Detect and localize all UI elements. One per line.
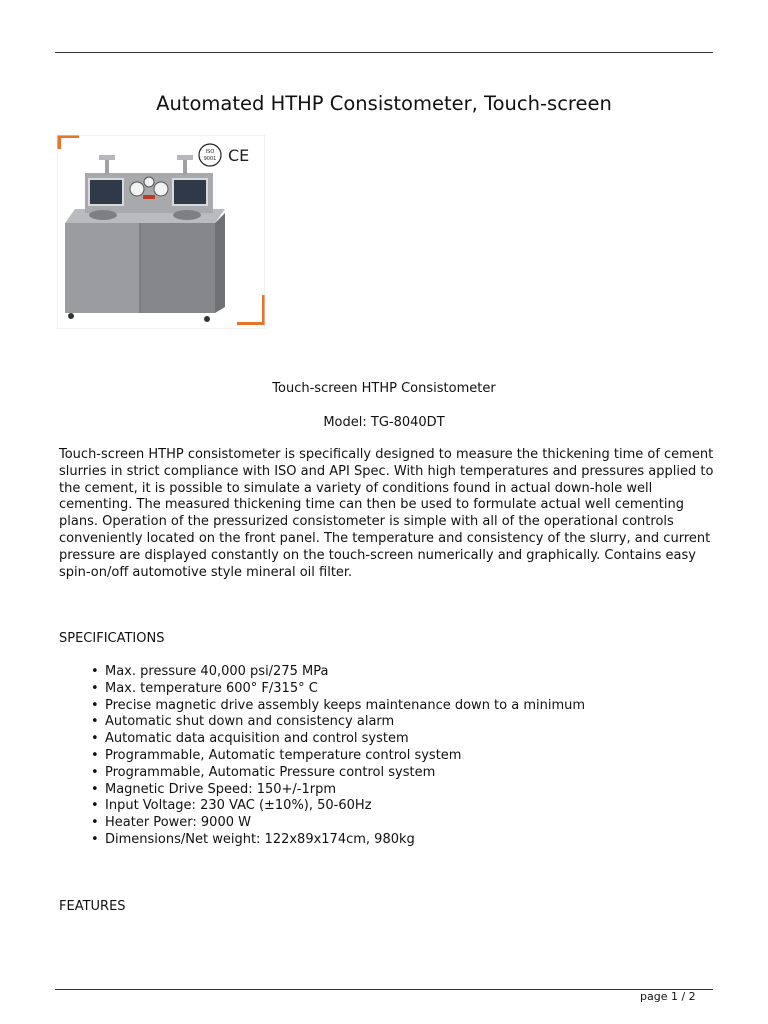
specifications-heading: SPECIFICATIONS <box>59 631 165 646</box>
header-rule <box>55 52 713 53</box>
bullet-icon: • <box>91 781 99 797</box>
bullet-icon: • <box>91 714 99 730</box>
bullet-icon: • <box>91 731 99 747</box>
list-item <box>59 832 709 849</box>
svg-text:CE: CE <box>228 146 250 165</box>
spec-text: Dimensions/Net weight: 122x89x174cm, 980kg <box>105 831 415 847</box>
spec-text: Precise magnetic drive assembly keeps maintenance down to a minimum <box>105 697 586 713</box>
spec-text: Automatic shut down and consistency alarm <box>105 714 395 730</box>
spec-text: Programmable, Automatic Pressure control system <box>105 764 436 780</box>
spec-text: Magnetic Drive Speed: 150+/-1rpm <box>105 781 337 797</box>
features-heading: FEATURES <box>59 899 126 914</box>
svg-text:9001: 9001 <box>203 156 217 162</box>
spec-text: Programmable, Automatic temperature control system <box>105 747 462 763</box>
product-image <box>57 135 265 329</box>
iso-badge-icon <box>199 144 221 166</box>
list-item <box>59 698 709 715</box>
svg-text:ISO: ISO <box>205 149 215 155</box>
bullet-icon: • <box>91 664 99 679</box>
specifications-list <box>59 664 709 849</box>
list-item <box>59 815 709 832</box>
product-caption: Touch-screen HTHP Consistometer <box>272 381 496 396</box>
model-caption: Model: TG-8040DT <box>323 415 445 430</box>
bullet-icon: • <box>91 697 99 713</box>
description-paragraph: Touch-screen HTHP consistometer is specifically designed to measure the thickening time of cement slurries in strict compliance with ISO and API Spec. With high temperatures and pressures applied to the cement, it is possible to simulate a variety of conditions found in actual down-hole well cementing. The measured thickening time can then be used to formulate actual well cementing plans. Operation of the pressurized consistometer is simple with all of the operational controls conveniently located on the front panel. The temperature and consistency of the slurry, and current pressure are displayed constantly on the touch-screen numerically and graphically. Contains easy spin-on/off automotive style mineral oil filter. <box>59 447 714 580</box>
spec-text: Max. temperature 600° F/315° C <box>105 680 318 696</box>
spec-text: Input Voltage: 230 VAC (±10%), 50-60Hz <box>105 798 372 814</box>
ce-mark-icon <box>228 146 249 165</box>
bullet-icon: • <box>91 680 99 696</box>
bullet-icon: • <box>91 831 99 847</box>
list-item <box>59 681 709 698</box>
footer-rule <box>55 989 713 990</box>
page-title: Automated HTHP Consistometer, Touch-screen <box>156 92 612 115</box>
spec-text: Max. pressure 40,000 psi/275 MPa <box>105 664 329 679</box>
bullet-icon: • <box>91 815 99 831</box>
page-number: page 1 / 2 <box>640 990 696 1003</box>
list-item <box>59 664 709 681</box>
list-item <box>59 714 709 731</box>
spec-text: Automatic data acquisition and control system <box>105 731 409 747</box>
bullet-icon: • <box>91 764 99 780</box>
list-item <box>59 782 709 799</box>
list-item <box>59 765 709 782</box>
spec-text: Heater Power: 9000 W <box>105 815 251 831</box>
bullet-icon: • <box>91 747 99 763</box>
list-item <box>59 731 709 748</box>
list-item <box>59 748 709 765</box>
list-item <box>59 798 709 815</box>
bullet-icon: • <box>91 798 99 814</box>
